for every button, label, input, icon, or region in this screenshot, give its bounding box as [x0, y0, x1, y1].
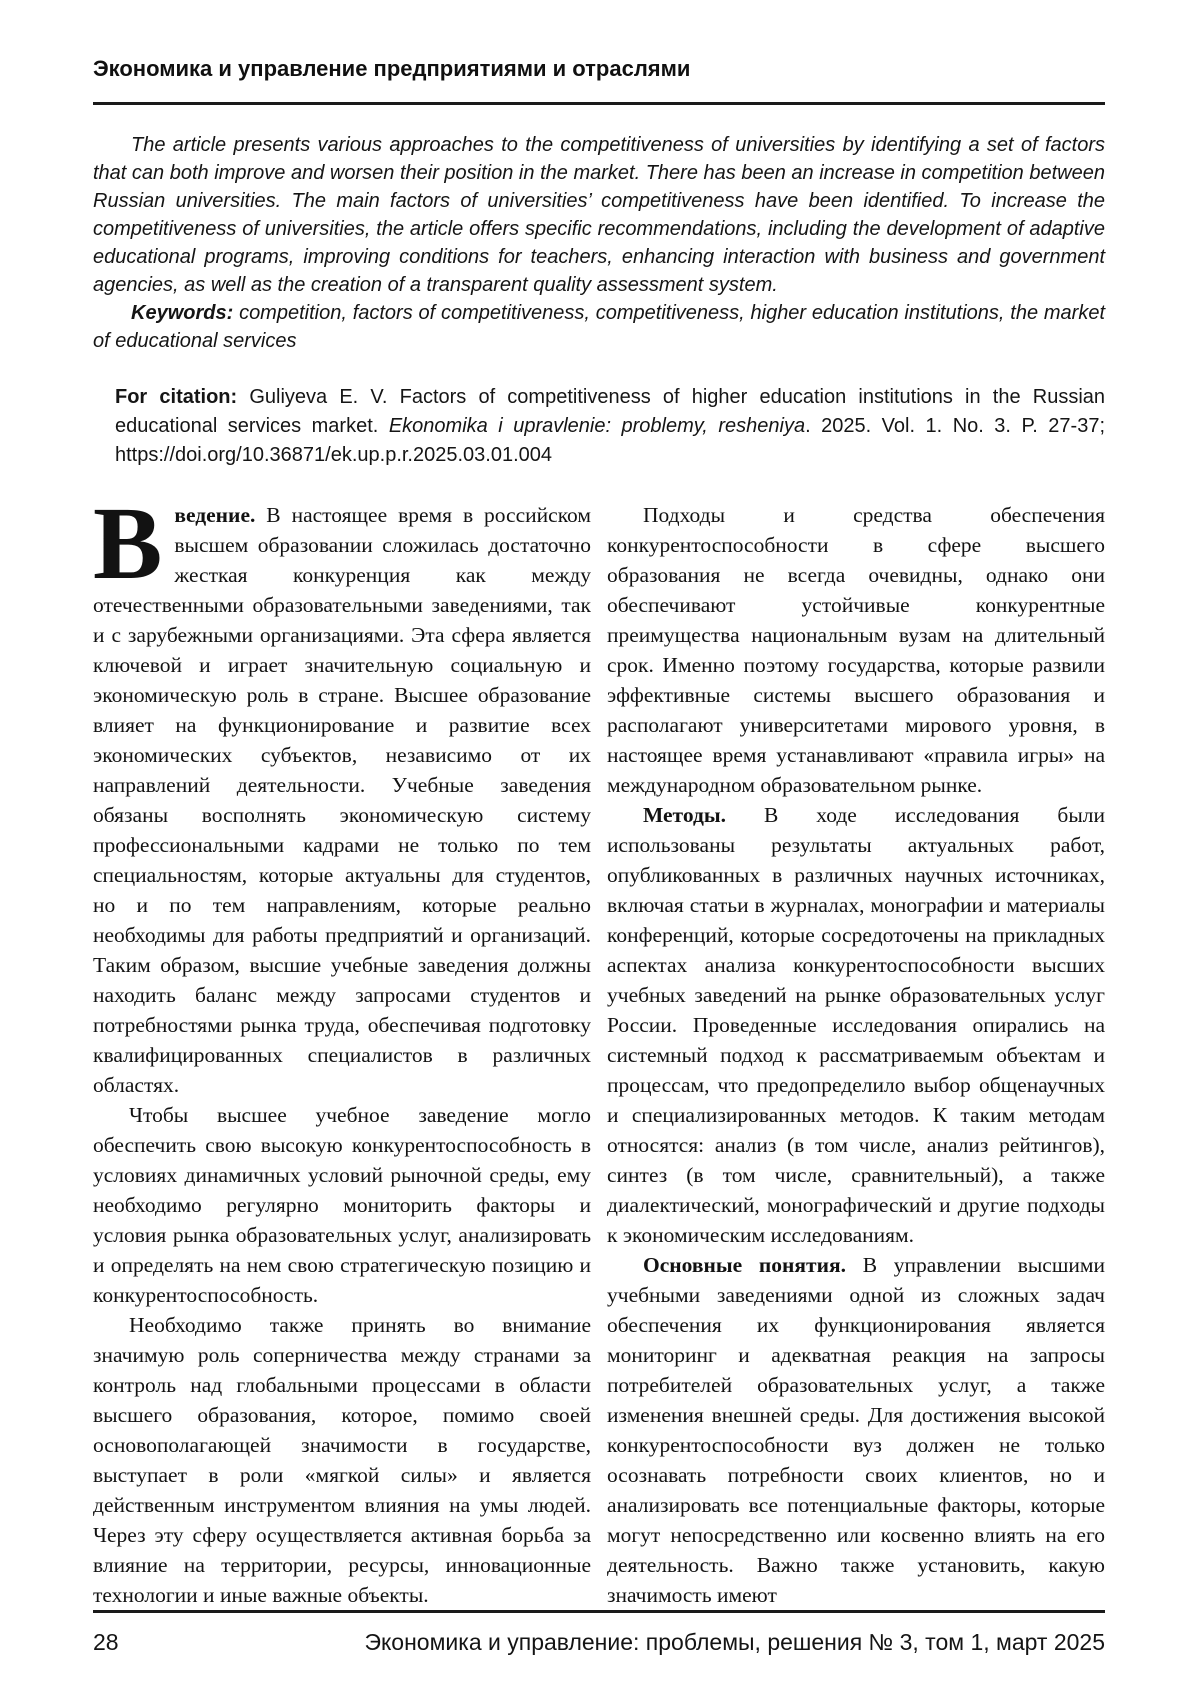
abstract-block — [93, 131, 1105, 355]
intro-text: В настоящее время в российском высшем образовании сложилась достаточно жесткая конкуренция как между отечественными образовательными заведениями, так и с зарубежными организациями. Эта сфера является ключевой и играет значительную социальную и экономическую роль в стране. Высшее образование влияет на функционирование и развитие всех экономических субъектов, независимо от их направлений деятельности. Учебные заведения обязаны восполнять экономическую систему профессиональными кадрами не только по тем специальностям, которые актуальны для студентов, но и по тем направлениям, которые реально необходимы для работы предприятий и организаций. Таким образом, высшие учебные заведения должны находить баланс между запросами студентов и потребностями рынка труда, обеспечивая подготовку квалифицированных специалистов в различных областях. — [93, 503, 592, 1098]
keywords-paragraph — [93, 299, 1105, 355]
article-column-right — [607, 500, 1105, 1610]
methods-lead: Методы. — [643, 803, 726, 828]
intro-lead: ведение. — [174, 503, 256, 528]
concepts-lead: Основные понятия. — [643, 1253, 847, 1278]
citation-doi: https://doi.org/10.36871/ek.up.p.r.2025.03.01.004 — [115, 444, 553, 467]
body-paragraph: Подходы и средства обеспечения конкурентоспособности в сфере высшего образования не всегда очевидны, однако они обеспечивают устойчивые конкурентные преимущества национальным вузам на длительный срок. Именно поэтому государства, которые развили эффективные системы высшего образования и располагают университетами мирового уровня, в настоящее время устанавливают «правила игры» на международном образовательном рынке. — [607, 503, 1105, 798]
citation-block — [115, 383, 1105, 470]
section-title: Экономика и управление предприятиями и отраслями — [93, 56, 691, 81]
abstract-paragraph: The article presents various approaches to the competitiveness of universities by identifying a set of factors that can both improve and worsen their position in the market. There has been an increase in competition between Russian universities. The main factors of universities’ competitiveness have been identified. To increase the competitiveness of universities, the article offers specific recommendations, including the development of adaptive educational programs, improving conditions for teachers, enhancing interaction with business and government agencies, as well as the creation of a transparent quality assessment system. — [93, 134, 1105, 297]
citation-volume: . 2025. Vol. 1. No. 3. P. 27-37; — [805, 415, 1106, 438]
intro-paragraph — [93, 486, 592, 1100]
concepts-paragraph — [607, 1250, 1105, 1610]
methods-paragraph — [607, 800, 1105, 1250]
citation-text: Guliyeva E. V. Factors of competitiveness of higher education institutions in the Russian educational services market. — [115, 386, 1106, 438]
article-body — [93, 486, 1106, 1610]
keywords-label: Keywords: — [131, 302, 234, 325]
article-column-left — [93, 486, 592, 1610]
body-paragraph: Чтобы высшее учебное заведение могло обеспечить свою высокую конкурентоспособность в условиях динамичных условий рыночной среды, ему необходимо регулярно мониторить факторы и условия рынка образовательных услуг, анализировать и определять на нем свою стратегическую позицию и конкурентоспособность. — [93, 1103, 591, 1308]
methods-text: В ходе исследования были использованы результаты актуальных работ, опубликованных в различных научных источниках, включая статьи в журналах, монографии и материалы конференций, которые сосредоточены на прикладных аспектах анализа конкурентоспособности высших учебных заведений на рынке образовательных услуг России. Проведенные исследования опирались на системный подход к рассматриваемым объектам и процессам, что предопределило выбор общенаучных и специализированных методов. К таким методам относятся: анализ (в том числе, анализ рейтингов), синтез (в том числе, сравнительный), а также диалектический, монографический и другие подходы к экономическим исследованиям. — [607, 803, 1105, 1248]
footer-rule — [93, 1610, 1105, 1613]
citation-label: For citation: — [115, 386, 238, 409]
header-rule — [93, 102, 1105, 105]
concepts-text: В управлении высшими учебными заведениями одной из сложных задач обеспечения их функционирования является мониторинг и адекватная реакция на запросы потребителей образовательных услуг, а также изменения внешней среды. Для достижения высокой конкурентоспособности вуз должен не только осознавать потребности своих клиентов, но и анализировать все потенциальные факторы, которые могут непосредственно или косвенно влиять на его деятельность. Важно также установить, какую значимость имеют — [607, 1253, 1106, 1608]
dropcap-letter: В — [93, 486, 163, 602]
footer-journal-title: Экономика и управление: проблемы, решения № 3, том 1, март 2025 — [364, 1629, 1105, 1656]
body-paragraph: Необходимо также принять во внимание значимую роль соперничества между странами за контроль над глобальными процессами в области высшего образования, которое, помимо своей основополагающей значимости в государстве, выступает в роли «мягкой силы» и является действенным инструментом влияния на умы людей. Через эту сферу осуществляется активная борьба за влияние на территории, ресурсы, инновационные технологии и иные важные объекты. — [93, 1313, 591, 1608]
keywords-text: competition, factors of competitiveness, competitiveness, higher education institutions, the market of educational services — [93, 302, 1106, 353]
page-footer — [93, 1610, 1105, 1656]
citation-source: Ekonomika i upravlenie: problemy, resheniya — [388, 415, 806, 438]
page-number: 28 — [93, 1629, 119, 1656]
